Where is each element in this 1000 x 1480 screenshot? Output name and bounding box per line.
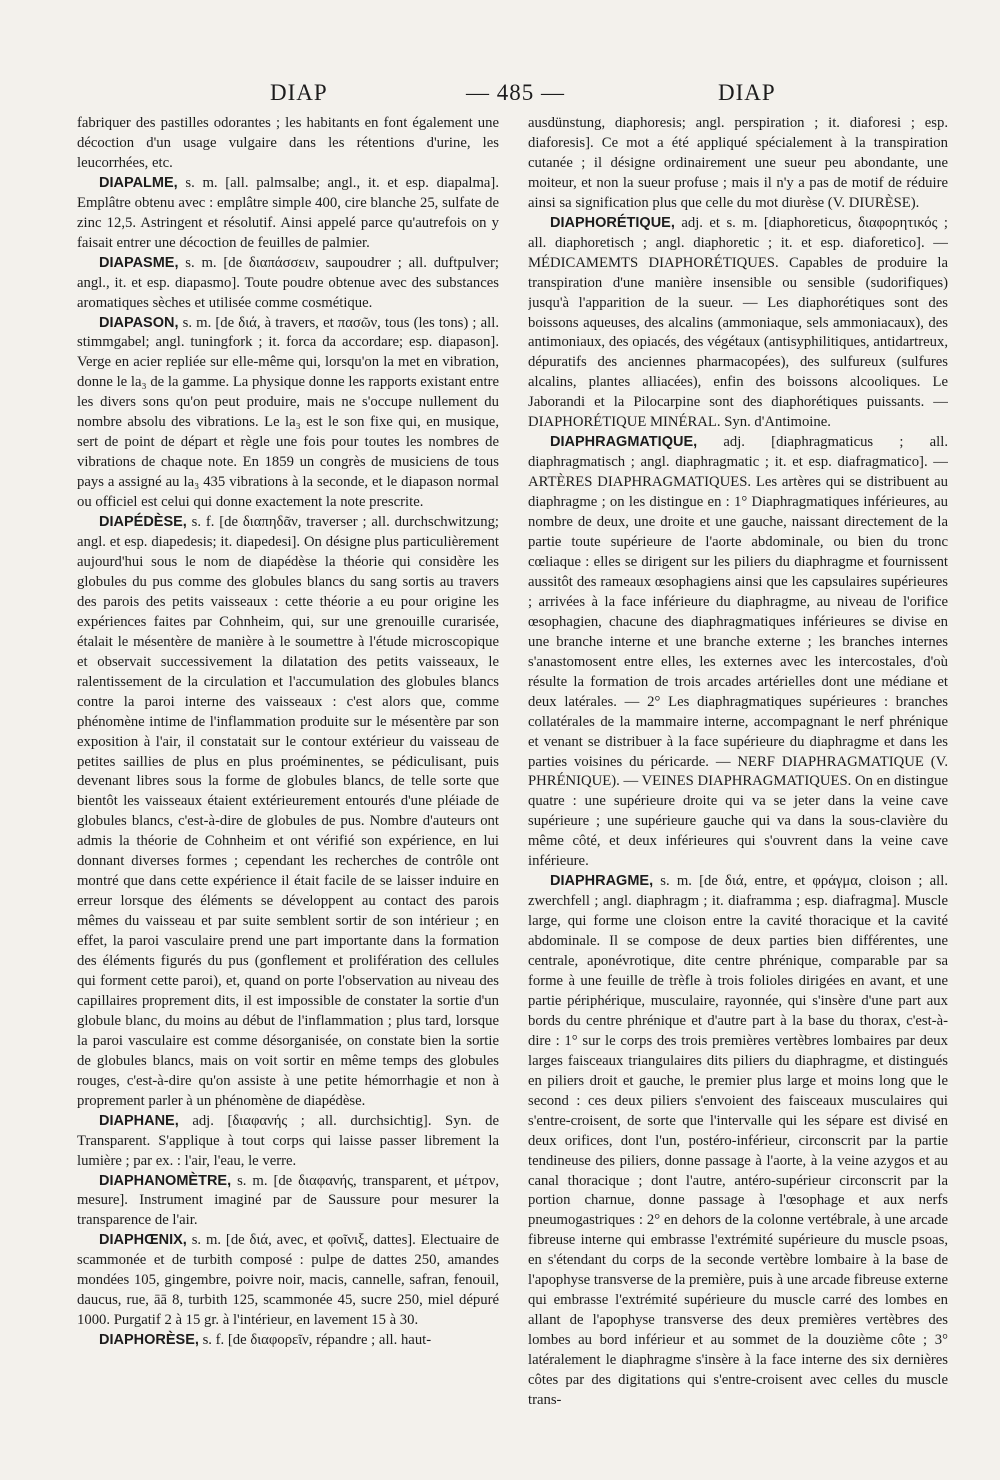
headword: DIAPHANE,: [99, 1112, 179, 1129]
headword: DIAPHŒNIX,: [99, 1232, 187, 1249]
headword: DIAPASME,: [99, 254, 179, 271]
headword: DIAPHANOMÈTRE,: [99, 1172, 232, 1189]
entry-diaphane: DIAPHANE, adj. [διαφανής ; all. durchsichtig]. Syn. de Transparent. S'applique à tout corps qui laisse passer librement la lumière ; par ex. : l'air, l'eau, le verre.: [77, 1112, 499, 1169]
running-head-left: DIAP: [270, 80, 328, 105]
headword: DIAPASON,: [99, 314, 179, 331]
running-head-right: DIAP: [718, 80, 776, 105]
headword: DIAPHORÉTIQUE,: [550, 214, 675, 231]
headword: DIAPÉDÈSE,: [99, 514, 187, 531]
left-column: [77, 114, 499, 1444]
page-number: — 485 —: [466, 80, 565, 105]
entry-diapedese: DIAPÉDÈSE, s. f. [de διαπηδᾶν, traverser ; all. durchschwitzung; angl. et esp. diapedesis; it. diapedesi]. On désigne plus particulièrement aujourd'hui sous le nom de diapédèse la théorie qui considère les globules du pus comme des globules blancs du sang sortis au travers des parois des petits vaisseaux : cette théorie a eu pour origine les expériences faites par Cohnheim, qui, sur une grenouille curarisée, étalait le mésentère de manière à le soumettre à l'étude microscopique et observait successivement la dilatation des petits vaisseaux, le ralentissement de la circulation et l'accumulation des globules blancs contre la paroi interne des vaisseaux : c'est alors que, comme phénomène intime de l'inflammation produite sur le mésentère par son exposition à l'air, il constatait sur le contour extérieur du vaisseau de petites saillies de plus en plus proéminentes, se pédiculisant, puis devenant libres sous la forme de globules blancs, de telle sorte que bientôt les vaisseaux étaient extérieurement entourés d'une pléiade de globules blancs, c'est-à-dire de globules de pus. Nombre d'auteurs ont admis la théorie de Cohnheim et ont vérifié son expérience, en lui donnant diverses formes ; cependant les recherches de contrôle ont montré que dans cette expérience il était facile de se laisser induire en erreur lorsque des éléments se développent au contact des parois mêmes du vaisseau et par suite semblent sortir de son intérieur ; en effet, la paroi vasculaire prend une part importante dans la formation des éléments figurés du pus (gonflement et prolifération des cellules qui forment cette paroi), et, quand on porte l'observation au niveau des capillaires proprement dits, il est impossible de constater la sortie d'un globule blanc, du moins au début de l'inflammation ; plus tard, lorsque la paroi vasculaire est comme désorganisée, on constate bien la sortie de globules blancs, mais on voit sortir en même temps des globules rouges, c'est-à-dire qu'on assiste à une petite hémorrhagie et non à proprement parler à un phénomène de diapédèse.: [77, 514, 499, 1109]
entry-diaphoretique: DIAPHORÉTIQUE, adj. et s. m. [diaphoreticus, διαφορητικός ; all. diaphoretisch ; angl. diaphoretic ; it. et esp. diaforetico]. — MÉDICAMEMTS DIAPHORÉTIQUES. Capables de produire la transpiration d'une manière insensible ou sensible (sudorifiques) jusqu'à l'apparition de la sueur. — Les diaphorétiques sont des boissons aqueuses, des alcalins (ammoniaque, sels ammoniacaux), des antimoniaux, des opiacés, des végétaux (antisyphilitiques, antidartreux, dépuratifs des anciennes pharmacopées), des sulfureux (sulfures alcalins, plantes alliacées), enfin des boissons alcooliques. Le Jaborandi et la Pilocarpine sont des diaphorétiques puissants. — DIAPHORÉTIQUE MINÉRAL. Syn. d'Antimoine.: [528, 214, 948, 431]
entry-diapason: DIAPASON, s. m. [de διά, à travers, et πασῶν, tous (les tons) ; all. stimmgabel; angl. tuningfork ; it. forca da accordare; esp. diapason]. Verge en acier repliée sur elle-même qui, lorsqu'on la met en vibration, donne le la₃ de la gamme. La physique donne les rapports existant entre les divers sons qu'on peut produire, mais ne s'occupe nullement du nombre absolu des vibrations. Le la₃ est le son fixe qui, en musique, sert de point de départ et règle une fois pour toutes les nombres de vibrations de chaque note. En 1859 un congrès de musiciens de tous pays a assigné au la₃ 435 vibrations à la seconde, et le diapason normal ou officiel est celui qui donne exactement la note prescrite.: [77, 314, 499, 511]
headword: DIAPHORÈSE,: [99, 1332, 199, 1349]
right-column: [528, 114, 948, 1444]
entry-diaphorese: DIAPHORÈSE, s. f. [de διαφορεῖν, répandre ; all. haut-: [99, 1332, 432, 1349]
headword: DIAPHRAGMATIQUE,: [550, 434, 698, 451]
entry-diaphanometre: DIAPHANOMÈTRE, s. m. [de διαφανής, transparent, et μέτρον, mesure]. Instrument imaginé par de Saussure pour mesurer la transparence de l'air.: [77, 1172, 499, 1229]
entry-diaphoenix: DIAPHŒNIX, s. m. [de διά, avec, et φοῖνιξ, dattes]. Electuaire de scammonée et de turbith composé : pulpe de dattes 250, amandes mondées 105, gingembre, poivre noir, macis, cannelle, safran, fenouil, daucus, rue, āā 8, turbith 125, scammonée 45, sucre 250, miel dépuré 1000. Purgatif 2 à 15 gr. à l'intérieur, en lavement 15 à 30.: [77, 1232, 499, 1329]
entry-diaphragme: DIAPHRAGME, s. m. [de διά, entre, et φράγμα, cloison ; all. zwerchfell ; angl. diaphragm ; it. diaframma ; esp. diafragma]. Muscle large, qui forme une cloison entre la cavité thoracique et la cavité abdominale. Il se compose de deux parties bien différentes, une centrale, aponévrotique, dite centre phrénique, comparable par sa forme à une feuille de trèfle à trois folioles dirigées en avant, et une partie périphérique, musculaire, rayonnée, qui s'insère d'une part aux bords du centre phrénique et d'autre part à la base du thorax, c'est-à-dire : 1° sur le corps des trois premières vertèbres lombaires par deux larges faisceaux triangulaires dits piliers du diaphragme, et distingués en piliers droit et gauche, le premier plus large et moins long que le second : ces deux piliers s'envoient des faisceaux musculaires qui s'entre-croisent, de sorte que l'intervalle qui les sépare est divisé en deux orifices, dont l'un, postéro-inférieur, circonscrit par la partie tendineuse des piliers, donne passage à l'aorte, à la veine azygos et au canal thoracique ; dont l'autre, antéro-supérieur circonscrit par la portion charnue, donne passage à l'œsophage et aux nerfs pneumogastriques : 2° en dehors de la colonne vertébrale, à une arcade fibreuse interne qui embrasse l'extrémité supérieure du muscle psoas, en s'étendant du corps de la seconde vertèbre lombaire à la base de l'apophyse transverse de la première, puis à une arcade fibreuse externe qui embrasse l'extrémité supérieure du muscle carré des lombes en allant de l'apophyse transverse des deux premières vertèbres des lombes au bord inférieur et au sommet de la douzième côte ; 3° latéralement le diaphragme s'insère à la face interne des six dernières côtes par des digitations qui s'entre-croisent avec celles du muscle trans-: [528, 873, 948, 1408]
entry-diapalme: DIAPALME, s. m. [all. palmsalbe; angl., it. et esp. diapalma]. Emplâtre obtenu avec : emplâtre simple 400, cire blanche 25, sulfate de zinc 12,5. Astringent et résolutif. Ainsi appelé parce qu'autrefois on y faisait entrer une décoction de feuilles de palmier.: [77, 174, 499, 251]
headword: DIAPALME,: [99, 174, 178, 191]
entry-diaphragmatique: DIAPHRAGMATIQUE, adj. [diaphragmaticus ; all. diaphragmatisch ; angl. diaphragmatic ; it. et esp. diafragmatico]. — ARTÈRES DIAPHRAGMATIQUES. Les artères qui se distribuent au diaphragme ; on les distingue en : 1° Diaphragmatiques inférieures, au nombre de deux, une droite et une gauche, naissant directement de la partie toute supérieure de l'aorte abdominale, ou bien du tronc cœliaque : elles se dirigent sur les piliers du diaphragme et fournissent aussitôt des rameaux œsophagiens ainsi que les capsulaires supérieures ; arrivées à la face inférieure du diaphragme, au niveau de l'orifice œsophagien, chacune des diaphragmatiques inférieures se divise en une branche interne et une branche externe ; les branches internes s'anastomosent entre elles, les externes avec les intercostales, d'où résulte la formation de trois arcades artérielles dont une médiane et deux latérales. — 2° Les diaphragmatiques supérieures : branches collatérales de la mammaire interne, accompagnant le nerf phrénique et venant se distribuer à la face supérieure du diaphragme et dans les parties voisines du péricarde. — NERF DIAPHRAGMATIQUE (V. PHRÉNIQUE). — VEINES DIAPHRAGMATIQUES. On en distingue quatre : une supérieure droite qui va se jeter dans la veine cave supérieure ; une supérieure gauche qui va dans la sous-clavière du même côté, et deux inférieures qui s'ouvrent dans la veine cave inférieure.: [528, 434, 948, 870]
entry-continuation: fabriquer des pastilles odorantes ; les habitants en font également une décoction d'un usage vulgaire dans les rétentions d'urine, les leucorrhées, etc.: [77, 115, 499, 171]
entry-diapasme: DIAPASME, s. m. [de διαπάσσειν, saupoudrer ; all. duftpulver; angl., it. et esp. diapasmo]. Toute poudre obtenue avec des substances aromatiques sèches et utilisée comme cosmétique.: [77, 254, 499, 311]
entry-continuation: ausdünstung, diaphoresis; angl. perspiration ; it. diaforesi ; esp. diaforesis]. Ce mot a été appliqué spécialement à la transpiration cutanée ; il désigne ordinairement une sueur peu abondante, une moiteur, et non la sueur profuse ; mais il n'y a pas de motif de réduire ainsi sa signification plus que celle du mot diurèse (V. DIURÈSE).: [528, 115, 948, 211]
headword: DIAPHRAGME,: [550, 873, 654, 890]
